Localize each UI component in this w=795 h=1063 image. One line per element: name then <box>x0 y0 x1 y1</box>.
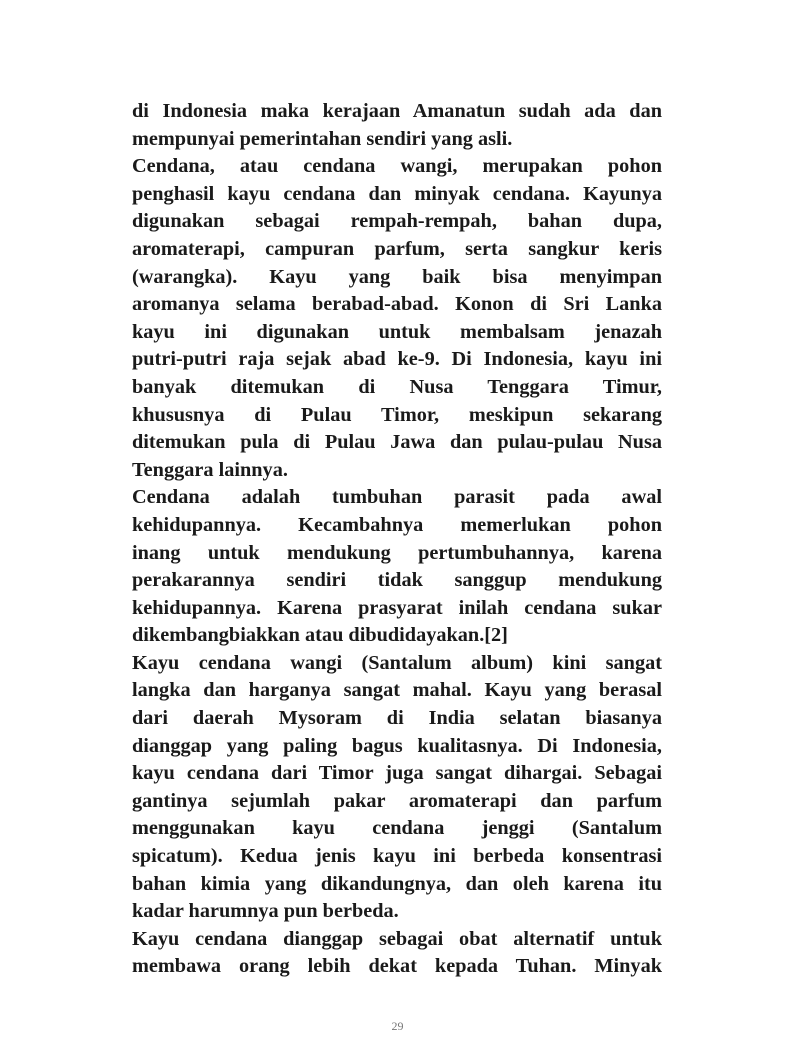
text-line: dianggap yang paling bagus kualitasnya. Di Indonesia, <box>132 734 662 757</box>
text-line: gantinya sejumlah pakar aromaterapi dan parfum <box>132 789 662 812</box>
paragraph-cendana-parasit <box>132 484 662 650</box>
text-line: Kayu cendana dianggap sebagai obat alternatif untuk <box>132 927 662 950</box>
text-line: kehidupannya. Kecambahnya memerlukan pohon <box>132 513 662 536</box>
page-number: 29 <box>391 1019 404 1033</box>
text-line: khususnya di Pulau Timor, meskipun sekarang <box>132 403 662 426</box>
text-line: Tenggara lainnya. <box>132 458 288 481</box>
paragraph-amanatun <box>132 98 662 153</box>
text-line: digunakan sebagai rempah-rempah, bahan dupa, <box>132 210 662 233</box>
text-line: bahan kimia yang dikandungnya, dan oleh karena itu <box>132 872 662 895</box>
text-line: aromanya selama berabad-abad. Konon di Sri Lanka <box>132 293 662 316</box>
text-line: membawa orang lebih dekat kepada Tuhan. Minyak <box>132 955 662 978</box>
text-line: kayu cendana dari Timor juga sangat dihargai. Sebagai <box>132 762 662 785</box>
text-line: kayu ini digunakan untuk membalsam jenazah <box>132 320 662 343</box>
text-line: perakarannya sendiri tidak sanggup mendukung <box>132 569 662 592</box>
text-line: Kayu cendana wangi (Santalum album) kini sangat <box>132 651 662 674</box>
text-line: mempunyai pemerintahan sendiri yang asli. <box>132 127 513 150</box>
text-line: dikembangbiakkan atau dibudidayakan.[2] <box>132 624 508 647</box>
text-line: ditemukan pula di Pulau Jawa dan pulau-pulau Nusa <box>132 431 662 454</box>
paragraph-obat-alternatif <box>132 926 662 981</box>
text-line: spicatum). Kedua jenis kayu ini berbeda konsentrasi <box>132 845 662 868</box>
text-line: putri-putri raja sejak abad ke-9. Di Indonesia, kayu ini <box>132 348 662 371</box>
text-line: menggunakan kayu cendana jenggi (Santalum <box>132 817 662 840</box>
body-text <box>132 98 662 981</box>
text-line: kadar harumnya pun berbeda. <box>132 900 399 923</box>
text-line: dari daerah Mysoram di India selatan biasanya <box>132 707 662 730</box>
text-line: langka dan harganya sangat mahal. Kayu yang berasal <box>132 679 662 702</box>
text-line: inang untuk mendukung pertumbuhannya, karena <box>132 541 662 564</box>
text-line: (warangka). Kayu yang baik bisa menyimpan <box>132 265 662 288</box>
paragraph-santalum-album <box>132 650 662 926</box>
text-line: Cendana adalah tumbuhan parasit pada awal <box>132 486 662 509</box>
text-line: kehidupannya. Karena prasyarat inilah cendana sukar <box>132 596 662 619</box>
text-line: di Indonesia maka kerajaan Amanatun sudah ada dan <box>132 100 662 122</box>
text-line: banyak ditemukan di Nusa Tenggara Timur, <box>132 375 662 398</box>
text-line: penghasil kayu cendana dan minyak cendana. Kayunya <box>132 182 662 205</box>
text-line: Cendana, atau cendana wangi, merupakan pohon <box>132 155 662 178</box>
text-line: aromaterapi, campuran parfum, serta sangkur keris <box>132 237 662 260</box>
paragraph-cendana-intro <box>132 153 662 484</box>
